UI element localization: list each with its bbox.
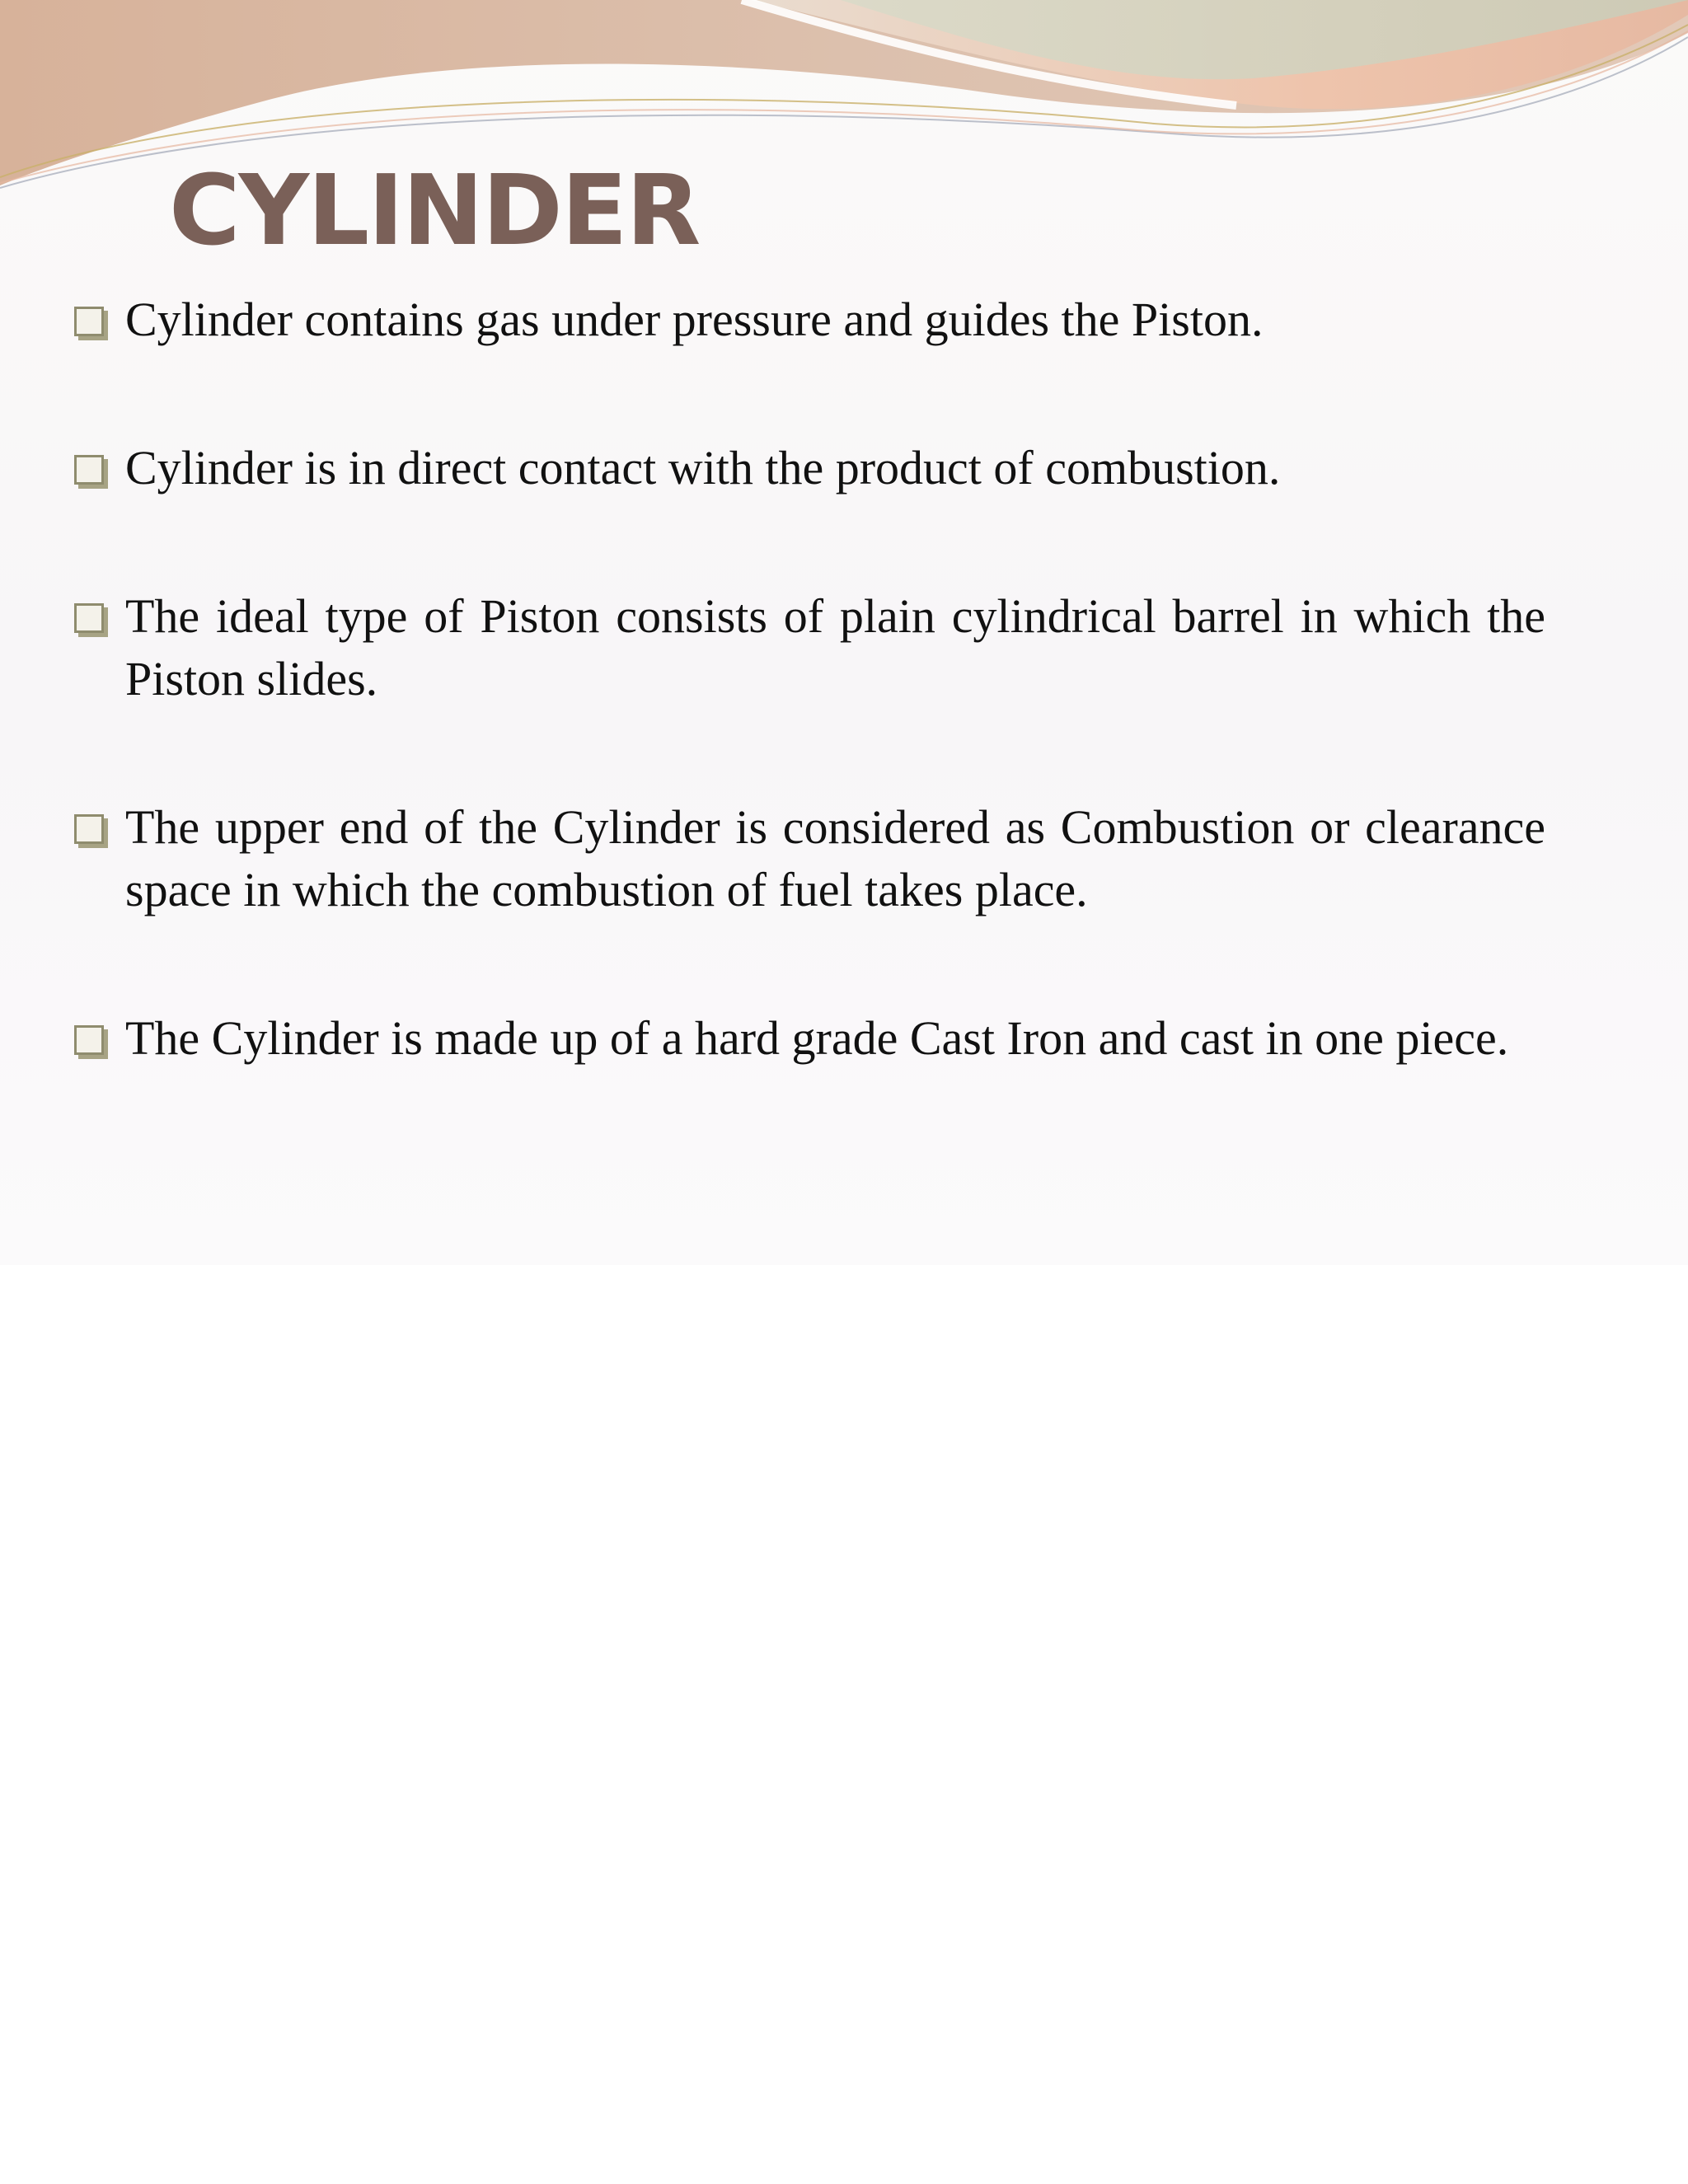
- square-bullet-icon: [74, 455, 104, 485]
- bullet-item: [74, 437, 1545, 499]
- square-bullet-icon: [74, 603, 104, 633]
- square-bullet-icon: [74, 1025, 104, 1055]
- bullet-item: [74, 1007, 1545, 1070]
- square-bullet-icon: [74, 814, 104, 844]
- bullet-item: [74, 288, 1545, 351]
- bullet-item: [74, 585, 1545, 710]
- bullet-item: [74, 796, 1545, 921]
- bullet-text: Cylinder contains gas under pressure and guides the Piston.: [125, 293, 1264, 346]
- slide-title: CYLINDER: [169, 153, 700, 267]
- bullet-text: The ideal type of Piston consists of plain cylindrical barrel in which the Piston slides.: [125, 589, 1545, 705]
- bullet-list: [74, 288, 1545, 1070]
- bullet-text: The upper end of the Cylinder is considered as Combustion or clearance space in which the combustion of fuel takes place.: [125, 800, 1545, 916]
- square-bullet-icon: [74, 307, 104, 336]
- bullet-text: Cylinder is in direct contact with the product of combustion.: [125, 441, 1281, 494]
- bullet-text: The Cylinder is made up of a hard grade Cast Iron and cast in one piece.: [125, 1011, 1509, 1065]
